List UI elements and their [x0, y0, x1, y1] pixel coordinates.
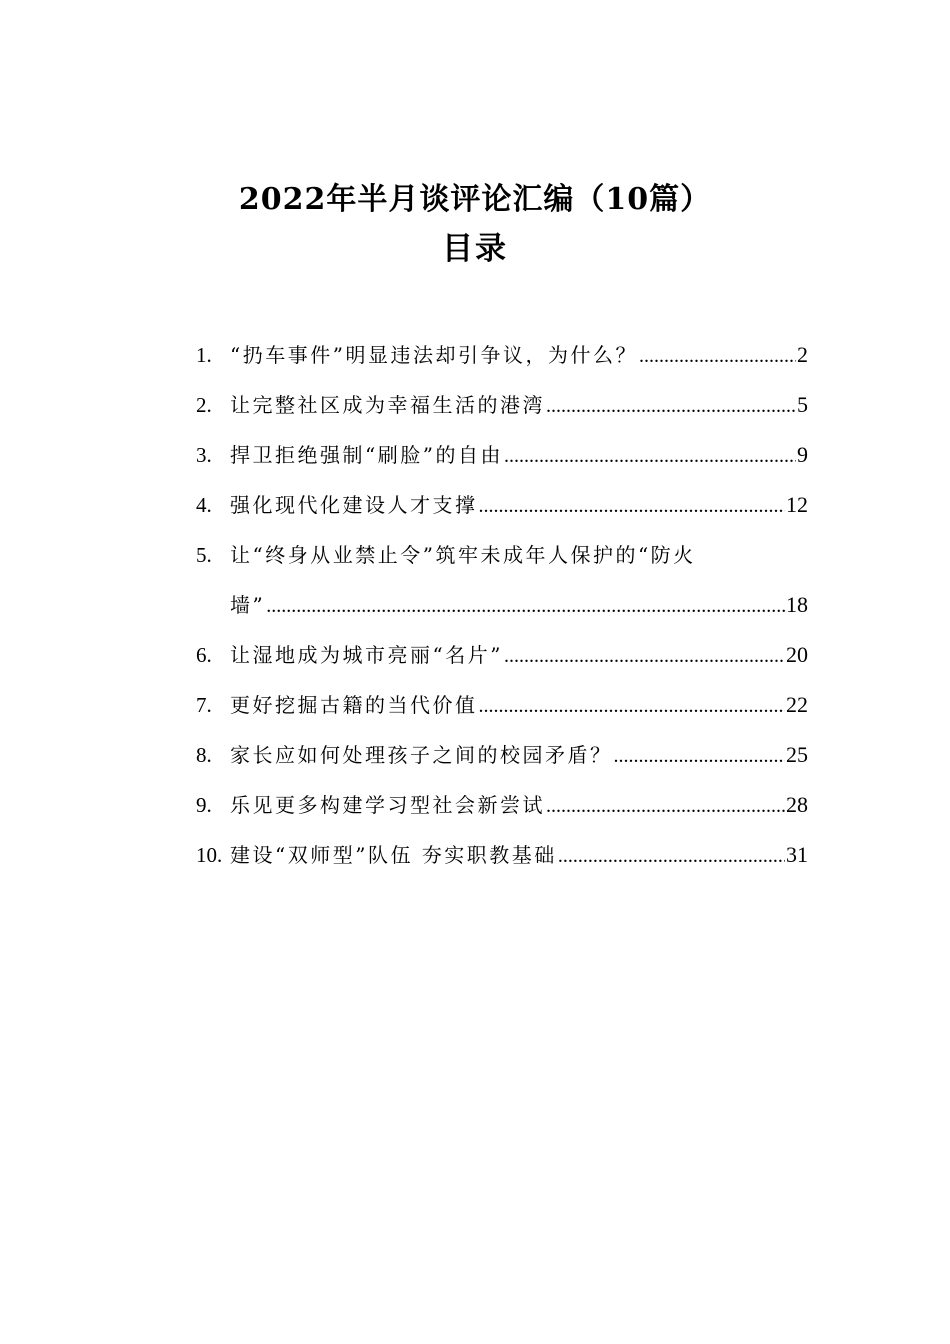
toc-item-5-continued[interactable]	[196, 580, 808, 630]
toc-item-title: 强化现代化建设人才支撑	[230, 493, 478, 517]
toc-item-7[interactable]	[196, 680, 808, 730]
toc-item-number: 4.	[196, 493, 212, 517]
toc-item-1[interactable]	[196, 330, 808, 380]
toc-item-title-line1: 让“终身从业禁止令”筑牢未成年人保护的“防火	[230, 543, 696, 567]
toc-heading: 目录	[442, 231, 508, 267]
toc-item-page: 25	[786, 742, 808, 767]
toc-item-4[interactable]	[196, 480, 808, 530]
toc-item-number: 2.	[196, 393, 212, 417]
toc-item-page: 5	[797, 392, 808, 417]
toc-item-5[interactable]	[196, 530, 808, 580]
toc-leader-dots	[504, 631, 785, 681]
toc-leader-dots	[479, 481, 786, 531]
toc-leader-dots	[266, 581, 785, 631]
table-of-contents	[196, 330, 808, 880]
toc-item-title: 让湿地成为城市亮丽“名片”	[230, 643, 503, 667]
toc-item-page: 22	[786, 692, 808, 717]
toc-item-number: 9.	[196, 793, 212, 817]
toc-item-title: 家长应如何处理孩子之间的校园矛盾？	[230, 743, 613, 767]
toc-leader-dots	[639, 331, 796, 381]
toc-item-2[interactable]	[196, 380, 808, 430]
toc-item-number: 8.	[196, 743, 212, 767]
toc-item-page: 31	[786, 842, 808, 867]
toc-leader-dots	[558, 831, 785, 881]
toc-item-title: 乐见更多构建学习型社会新尝试	[230, 793, 545, 817]
toc-item-number: 7.	[196, 693, 212, 717]
toc-leader-dots	[504, 431, 796, 481]
toc-item-title: 更好挖掘古籍的当代价值	[230, 693, 478, 717]
toc-item-6[interactable]	[196, 630, 808, 680]
toc-item-number: 3.	[196, 443, 212, 467]
toc-item-title-line2: 墙”	[230, 593, 266, 617]
toc-item-number: 6.	[196, 643, 212, 667]
toc-item-title: 建设“双师型”队伍 夯实职教基础	[230, 843, 557, 867]
toc-item-page: 20	[786, 642, 808, 667]
toc-item-number: 5.	[196, 543, 212, 567]
toc-item-title: 捍卫拒绝强制“刷脸”的自由	[230, 443, 503, 467]
toc-leader-dots	[479, 681, 786, 731]
toc-leader-dots	[546, 381, 796, 431]
toc-item-page: 9	[797, 442, 808, 467]
document-title: 2022年半月谈评论汇编（10篇）	[238, 182, 712, 217]
toc-item-number: 1.	[196, 343, 212, 367]
toc-item-9[interactable]	[196, 780, 808, 830]
toc-item-page: 28	[786, 792, 808, 817]
toc-item-page: 2	[797, 342, 808, 367]
toc-item-title: “扔车事件”明显违法却引争议，为什么？	[230, 343, 638, 367]
toc-item-10[interactable]	[196, 830, 808, 880]
toc-leader-dots	[614, 731, 786, 781]
toc-item-page: 12	[786, 492, 808, 517]
toc-item-title: 让完整社区成为幸福生活的港湾	[230, 393, 545, 417]
toc-item-page: 18	[786, 592, 808, 617]
toc-item-8[interactable]	[196, 730, 808, 780]
toc-item-number: 10.	[196, 843, 223, 867]
toc-item-3[interactable]	[196, 430, 808, 480]
toc-leader-dots	[546, 781, 785, 831]
